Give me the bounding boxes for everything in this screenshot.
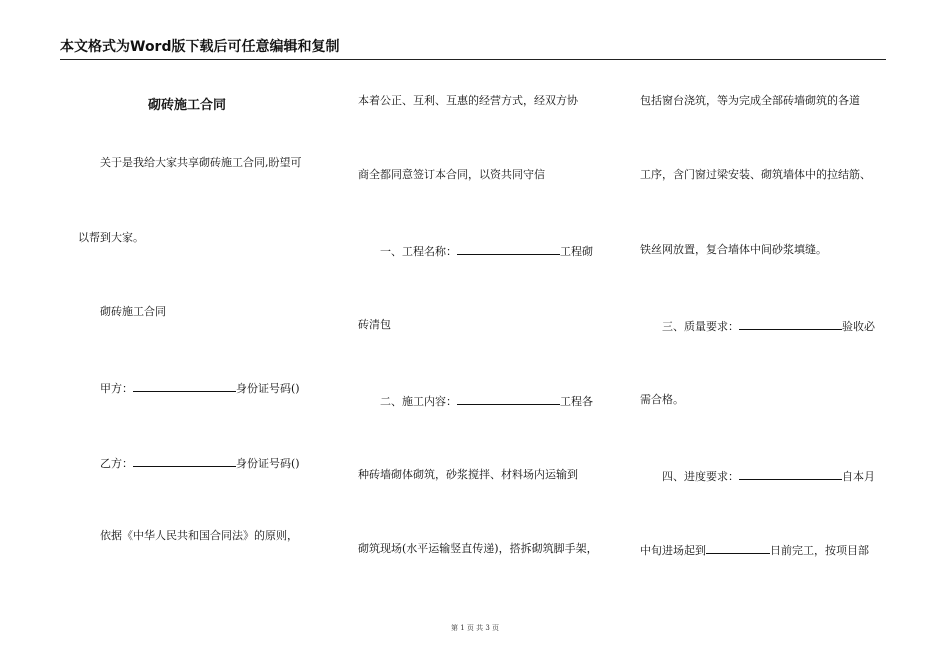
col2-line-6: 种砖墙砌体砌筑，砂浆搅拌、材料场内运输到 bbox=[358, 468, 578, 481]
col3-line-3: 铁丝网放置，复合墙体中间砂浆填缝。 bbox=[640, 243, 827, 256]
party-b-line bbox=[100, 455, 300, 471]
item3-label: 三、质量要求： bbox=[662, 320, 739, 333]
item4-label: 四、进度要求： bbox=[662, 470, 739, 483]
col3-line-5: 需合格。 bbox=[640, 393, 684, 406]
party-a-label: 甲方： bbox=[100, 382, 133, 395]
col2-line-4: 砖清包 bbox=[358, 318, 391, 331]
item4-line bbox=[662, 468, 875, 484]
party-a-line bbox=[100, 380, 300, 396]
date-blank bbox=[706, 542, 770, 554]
party-b-label: 乙方： bbox=[100, 457, 133, 470]
col2-line-1: 本着公正、互利、互惠的经营方式，经双方协 bbox=[358, 94, 578, 107]
item2-line bbox=[380, 393, 593, 409]
item2-label: 二、施工内容： bbox=[380, 395, 457, 408]
intro-line-2: 以帮到大家。 bbox=[78, 231, 144, 244]
document-header bbox=[60, 36, 886, 60]
item3-suffix: 验收必 bbox=[842, 320, 875, 333]
col3-line-7-suffix: 日前完工，按项目部 bbox=[770, 544, 869, 557]
party-a-blank bbox=[133, 380, 236, 392]
basis-line: 依据《中华人民共和国合同法》的原则， bbox=[100, 529, 298, 542]
item3-line bbox=[662, 318, 875, 334]
item1-suffix: 工程砌 bbox=[560, 245, 593, 258]
document-title: 砌砖施工合同 bbox=[148, 98, 227, 113]
party-a-id-label: 身份证号码() bbox=[236, 382, 300, 395]
intro-line-1: 关于是我给大家共享砌砖施工合同,盼望可 bbox=[100, 156, 302, 169]
item1-line bbox=[380, 243, 593, 259]
col3-line-7 bbox=[640, 542, 869, 558]
header-title: 本文格式为Word版下载后可任意编辑和复制 bbox=[60, 39, 340, 55]
col2-line-7: 砌筑现场(水平运输竖直传递)，搭拆砌筑脚手架， bbox=[358, 542, 598, 555]
col3-line-2: 工序，含门窗过梁安装、砌筑墙体中的拉结筋、 bbox=[640, 168, 871, 181]
col3-line-1: 包括窗台浇筑，等为完成全部砖墙砌筑的各道 bbox=[640, 94, 860, 107]
item4-blank bbox=[739, 468, 842, 480]
party-b-blank bbox=[133, 455, 236, 467]
item2-suffix: 工程各 bbox=[560, 395, 593, 408]
item2-blank bbox=[457, 393, 560, 405]
item1-label: 一、工程名称： bbox=[380, 245, 457, 258]
item1-blank bbox=[457, 243, 560, 255]
page-number: 第 1 页 共 3 页 bbox=[450, 624, 500, 632]
item3-blank bbox=[739, 318, 842, 330]
contract-name: 砌砖施工合同 bbox=[100, 305, 166, 318]
party-b-id-label: 身份证号码() bbox=[236, 457, 300, 470]
col2-line-2: 商全都同意签订本合同，以资共同守信 bbox=[358, 168, 545, 181]
col3-line-7-prefix: 中旬进场起到 bbox=[640, 544, 706, 557]
item4-suffix: 自本月 bbox=[842, 470, 875, 483]
page-footer bbox=[0, 623, 950, 633]
